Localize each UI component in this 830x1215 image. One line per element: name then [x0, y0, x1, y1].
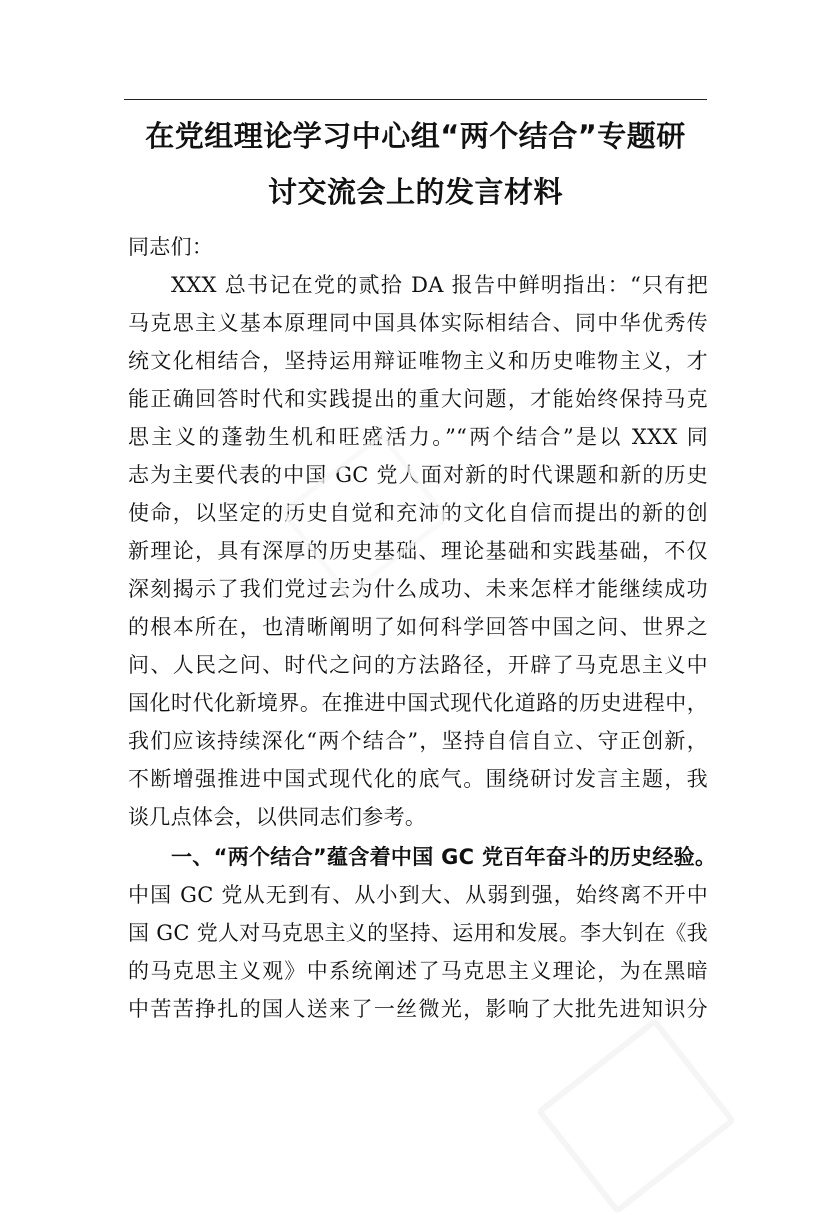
paragraph-line: 能正确回答时代和实践提出的重大问题，才能始终保持马克: [128, 387, 708, 411]
paragraph-line: 新理论，具有深厚的历史基础、理论基础和实践基础，不仅: [128, 539, 708, 563]
paragraph-line: 国 GC 党人对马克思主义的坚持、运用和发展。李大钊在《我: [128, 921, 708, 945]
watermark-mark: [535, 1017, 736, 1215]
paragraph-line: 谈几点体会，以供同志们参考。: [128, 805, 427, 829]
salutation: 同志们：: [128, 235, 214, 259]
paragraph-line: 统文化相结合，坚持运用辩证唯物主义和历史唯物主义，才: [128, 349, 708, 373]
section-heading: 一、“两个结合”蕴含着中国 GC 党百年奋斗的历史经验。: [171, 845, 717, 869]
paragraph-line: 中国 GC 党从无到有、从小到大、从弱到强，始终离不开中: [128, 883, 708, 907]
paragraph-line: 中苦苦挣扎的国人送来了一丝微光，影响了大批先进知识分: [128, 997, 708, 1021]
paragraph-line: 深刻揭示了我们党过去为什么成功、未来怎样才能继续成功: [128, 577, 708, 601]
paragraph-line: 思主义的蓬勃生机和旺盛活力。”“两个结合”是以 XXX 同: [128, 425, 708, 449]
document-title-line-1: 在党组理论学习中心组“两个结合”专题研: [145, 119, 686, 153]
paragraph-line: 的马克思主义观》中系统阐述了马克思主义理论，为在黑暗: [128, 959, 708, 983]
paragraph-line: 使命，以坚定的历史自觉和充沛的文化自信而提出的新的创: [128, 501, 708, 525]
header-rule: [124, 99, 707, 100]
paragraph-line: 马克思主义基本原理同中国具体实际相结合、同中华优秀传: [128, 311, 708, 335]
paragraph-line: 问、人民之问、时代之问的方法路径，开辟了马克思主义中: [128, 653, 708, 677]
paragraph-line: 不断增强推进中国式现代化的底气。围绕研讨发言主题，我: [128, 767, 708, 791]
paragraph-line: 国化时代化新境界。在推进中国式现代化道路的历史进程中，: [128, 691, 708, 715]
paragraph-line: 志为主要代表的中国 GC 党人面对新的时代课题和新的历史: [128, 463, 708, 487]
paragraph-line: 的根本所在，也清晰阐明了如何科学回答中国之问、世界之: [128, 615, 708, 639]
document-title-line-2: 讨交流会上的发言材料: [267, 175, 563, 209]
paragraph-line: XXX 总书记在党的贰拾 DA 报告中鲜明指出：“只有把: [171, 273, 708, 297]
paragraph-line: 我们应该持续深化“两个结合”，坚持自信自立、守正创新，: [128, 729, 708, 753]
